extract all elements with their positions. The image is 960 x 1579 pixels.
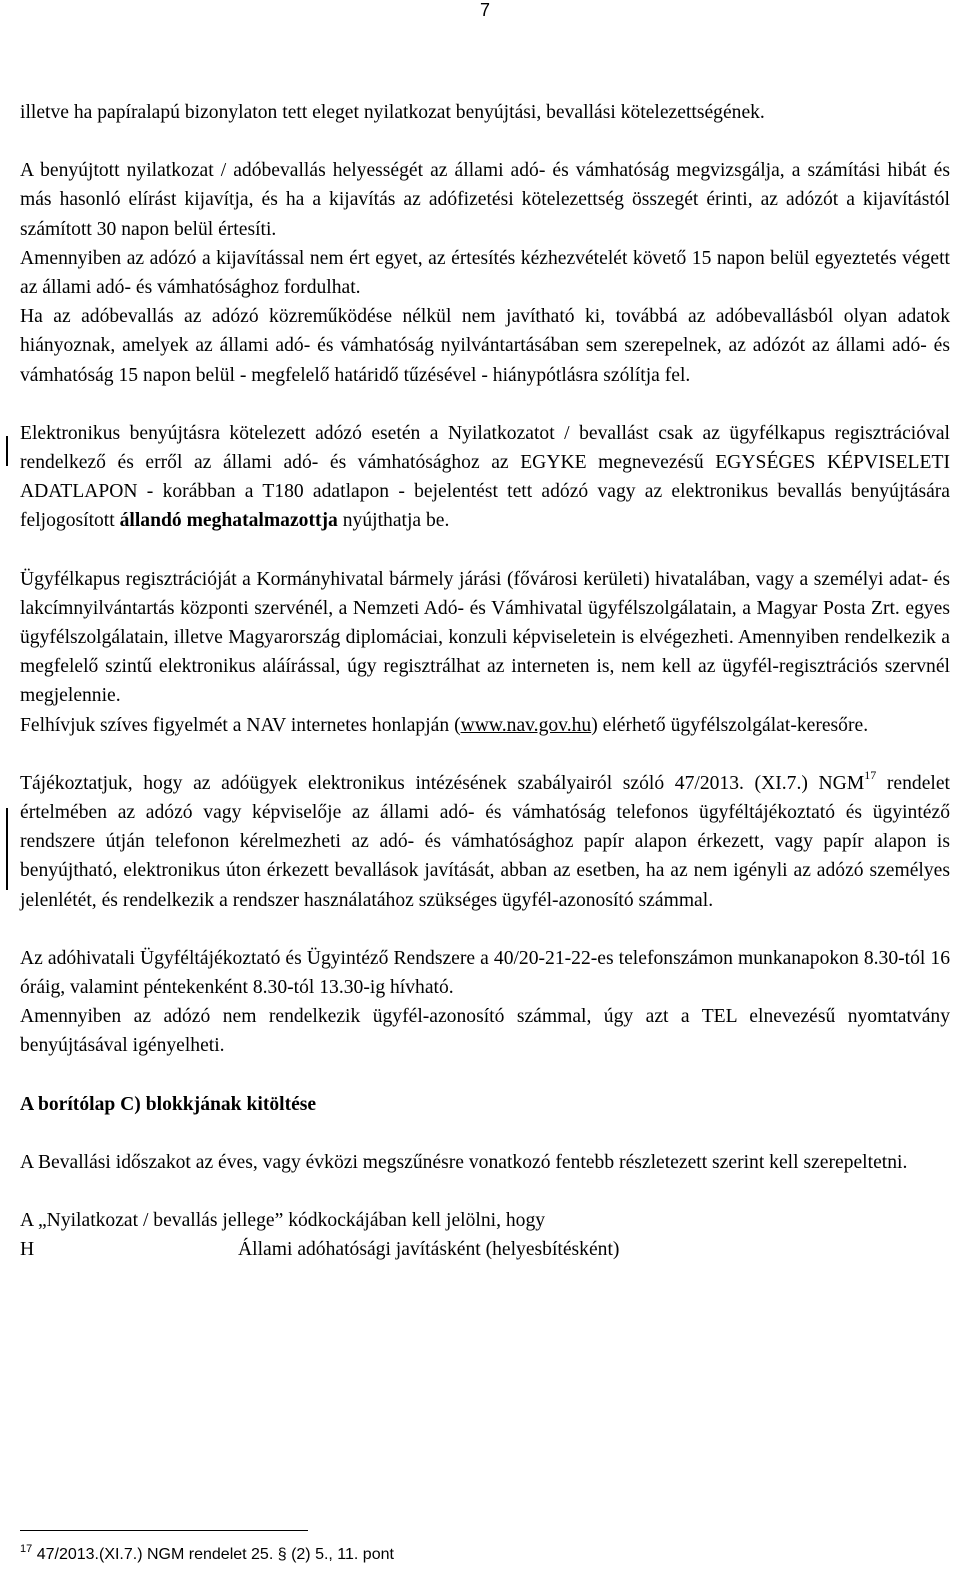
- nav-website-link[interactable]: www.nav.gov.hu: [460, 714, 592, 736]
- paragraph: Amennyiben az adózó nem rendelkezik ügyfél-azonosító számmal, úgy azt a TEL elnevezésű nyomtatvány benyújtásával igényelheti.: [20, 1006, 950, 1057]
- footnote-reference[interactable]: 17: [864, 767, 877, 782]
- paragraph: Amennyiben az adózó a kijavítással nem ért egyet, az értesítés kézhezvételét követő 15 napon belül egyeztetés végett az állami adó- és vámhatósághoz fordulhat.: [20, 247, 950, 299]
- footnote-number: 17: [20, 1543, 33, 1555]
- paragraph: Ügyfélkapus regisztrációját a Kormányhivatal bármely járási (fővárosi kerületi) hivatalában, vagy a személyi adat- és lakcímnyilvántartás központi szervénél, a Nemzeti Adó- és Vámhivatal ügyfélszolgálatain, a Magyar Posta Zrt. egyes ügyfélszolgálatain, illetve Magyarország diplomáciai, konzuli képviseletein is elvégezheti. Amennyiben rendelkezik a megfelelő szintű elektronikus aláírással, úgy regisztrálhat az interneten is, nem kell az ügyfél-regisztrációs szervnél megjelennie.: [20, 568, 950, 707]
- paragraph: A Bevallási időszakot az éves, vagy évközi megszűnésre vonatkozó fentebb részletezett szerint kell szerepeltetni.: [20, 1151, 908, 1173]
- code-description: Állami adóhatósági javításként (helyesbítésként): [238, 1239, 620, 1261]
- footnote: [20, 1543, 394, 1564]
- paragraph-text: ) elérhető ügyfélszolgálat-keresőre.: [591, 714, 869, 736]
- code-letter: H: [20, 1239, 35, 1261]
- paragraph: [20, 419, 950, 536]
- paragraph: A benyújtott nyilatkozat / adóbevallás helyességét az állami adó- és vámhatóság megvizsgálja, a számítási hibát és más hasonló elírást kijavítja, és ha a kijavítás az adófizetési kötelezettség összegét érinti, az adózót a kijavítástól számított 30 napon belül értesíti.: [20, 160, 950, 240]
- paragraph-text: Tájékoztatjuk, hogy az adóügyek elektronikus intézésének szabályairól szóló 47/2013. (XI.7.) NGM: [20, 772, 865, 794]
- paragraph: [20, 769, 950, 915]
- code-row: [20, 1235, 950, 1264]
- paragraph-text: Elektronikus benyújtásra kötelezett adózó esetén a Nyilatkozatot / bevallást csak az ügyfélkapus regisztrációval rendelkező és erről az állami adó- és vámhatósághoz az EGYKE megnevezésű EGYSÉGES KÉPVISELETI ADATLAPON - korábban a T180 adatlapon - bejelentést tett adózó vagy az elektronikus bevallás benyújtására feljogosított: [20, 422, 950, 532]
- paragraph-text: nyújthatja be.: [337, 510, 450, 532]
- paragraph: [20, 711, 950, 740]
- section-heading: A borítólap C) blokkjának kitöltése: [20, 1093, 317, 1115]
- paragraph-text: rendelet értelmében az adózó vagy képviselője az állami adó- és vámhatóság telefonos ügyféltájékoztató és ügyintéző rendszere útján telefonon kérelmezheti az adó- és vámhatósághoz papír alapon érkezett, vagy papír alapon is benyújtható, elektronikus úton érkezett bevallások javítását, abban az esetben, ha az nem igényli az adózó személyes jelenlétét, és rendelkezik a rendszer használatához szükséges ügyfél-azonosító számmal.: [20, 772, 950, 911]
- document-body: [20, 98, 950, 1265]
- change-bar: [6, 808, 8, 890]
- bold-text: állandó meghatalmazottja: [119, 510, 338, 532]
- paragraph: Ha az adóbevallás az adózó közreműködése nélkül nem javítható ki, továbbá az adóbevallásból olyan adatok hiányoznak, amelyek az állami adó- és vámhatóság nyilvántartásában sem szerepelnek, az adózót az állami adó- és vámhatóság 15 napon belül - megfelelő határidő tűzésével - hiánypótlásra szólítja fel.: [20, 306, 950, 386]
- page-number: 7: [479, 0, 490, 20]
- paragraph-text: Felhívjuk szíves figyelmét a NAV internetes honlapján (: [20, 714, 461, 736]
- change-bar: [6, 436, 8, 466]
- paragraph: Az adóhivatali Ügyféltájékoztató és Ügyintéző Rendszere a 40/20-21-22-es telefonszámon munkanapokon 8.30-tól 16 óráig, valamint péntekenként 8.30-tól 13.30-ig hívható.: [20, 947, 950, 999]
- footnote-separator: [20, 1530, 308, 1531]
- paragraph: illetve ha papíralapú bizonylaton tett eleget nyilatkozat benyújtási, bevallási kötelezettségének.: [20, 102, 765, 123]
- paragraph: A „Nyilatkozat / bevallás jellege” kódkockájában kell jelölni, hogy: [20, 1210, 546, 1232]
- footnote-text: 47/2013.(XI.7.) NGM rendelet 25. § (2) 5., 11. pont: [36, 1546, 394, 1563]
